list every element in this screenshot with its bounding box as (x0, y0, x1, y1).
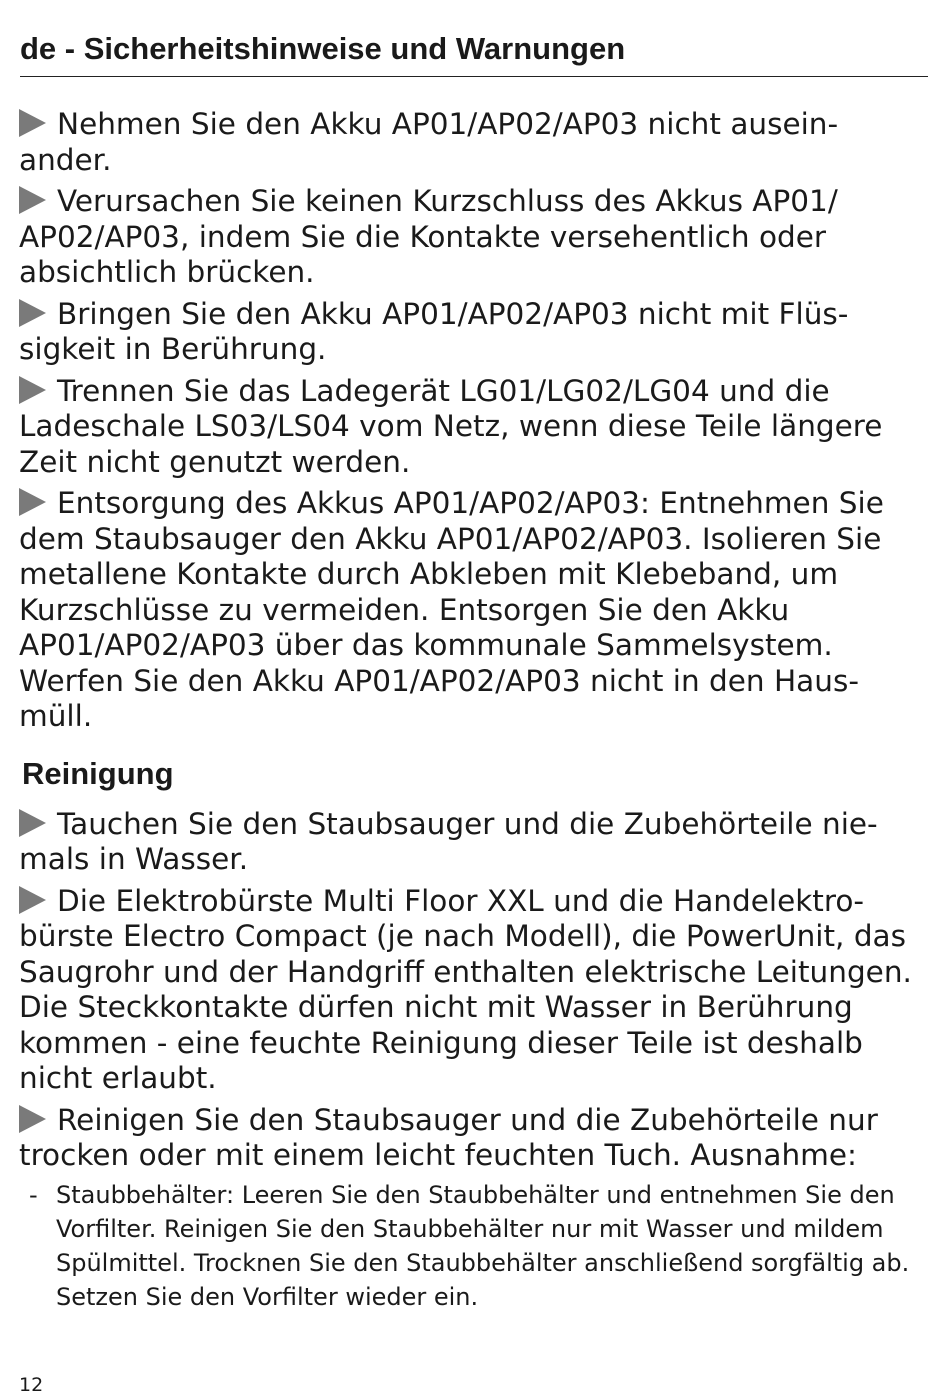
triangle-bullet-icon (19, 186, 46, 214)
battery-item (19, 107, 919, 178)
page-title: de - Sicherheitshinweise und Warnungen (20, 31, 626, 66)
page-number: 12 (19, 1374, 44, 1396)
cleaning-item-text: Die Elektrobürste Multi Floor XXL und die Handelektrobürste Electro Compact (je nach Modell), die PowerUnit, das Saugrohr und der Handgriff enthalten elektrische Leitungen. Die Steckkontakte dürfen nicht mit Wasser in Berührung kommen - eine feuchte Reinigung dieser Teile ist deshalb nicht erlaubt. (19, 883, 912, 1095)
main-content (19, 107, 919, 1314)
battery-item-text: Nehmen Sie den Akku AP01/AP02/AP03 nicht auseinander. (19, 107, 839, 177)
battery-item-text: Entsorgung des Akkus AP01/AP02/AP03: Entnehmen Sie dem Staubsauger den Akku AP01/AP02/AP03. Isolieren Sie metallene Kontakte durch Abkleben mit Klebeband, um Kurzschlüsse zu vermeiden. Entsorgen Sie den Akku AP01/AP02/AP03 über das kommunale Sammelsystem. Werfen Sie den Akku AP01/AP02/AP03 nicht in den Hausmüll. (19, 486, 884, 733)
battery-item (19, 374, 919, 481)
triangle-bullet-icon (19, 886, 46, 914)
battery-item (19, 184, 919, 291)
triangle-bullet-icon (19, 488, 46, 516)
battery-item (19, 297, 919, 368)
cleaning-item (19, 884, 919, 1097)
cleaning-item-text: Reinigen Sie den Staubsauger und die Zubehörteile nur trocken oder mit einem leicht feuchten Tuch. Ausnahme: (19, 1102, 878, 1172)
cleaning-item (19, 1103, 919, 1174)
dash-marker: - (29, 1180, 38, 1209)
page-header (20, 30, 928, 77)
battery-item (19, 486, 919, 735)
cleaning-sub-item-text: Staubbehälter: Leeren Sie den Staubbehälter und entnehmen Sie den Vorfilter. Reinigen Sie den Staubbehälter nur mit Wasser und mildem Spülmittel. Trocknen Sie den Staubbehälter anschließend sorgfältig ab. Setzen Sie den Vorfilter wieder ein. (56, 1180, 910, 1311)
triangle-bullet-icon (19, 809, 46, 837)
battery-item-text: Verursachen Sie keinen Kurzschluss des Akkus AP01/​AP02/AP03, indem Sie die Kontakte versehentlich oder absichtlich brücken. (19, 184, 838, 289)
battery-item-text: Trennen Sie das Ladegerät LG01/LG02/LG04 und die Ladeschale LS03/LS04 vom Netz, wenn diese Teile längere Zeit nicht genutzt werden. (19, 373, 883, 479)
cleaning-item (19, 807, 919, 878)
cleaning-sub-item (19, 1178, 919, 1314)
triangle-bullet-icon (19, 1105, 46, 1133)
triangle-bullet-icon (19, 299, 46, 327)
triangle-bullet-icon (19, 376, 46, 404)
triangle-bullet-icon (19, 109, 46, 137)
battery-item-text: Bringen Sie den Akku AP01/AP02/AP03 nicht mit Flüssigkeit in Berührung. (19, 296, 849, 366)
cleaning-item-text: Tauchen Sie den Staubsauger und die Zubehörteile niemals in Wasser. (19, 806, 878, 876)
section-heading-cleaning: Reinigung (22, 755, 174, 791)
